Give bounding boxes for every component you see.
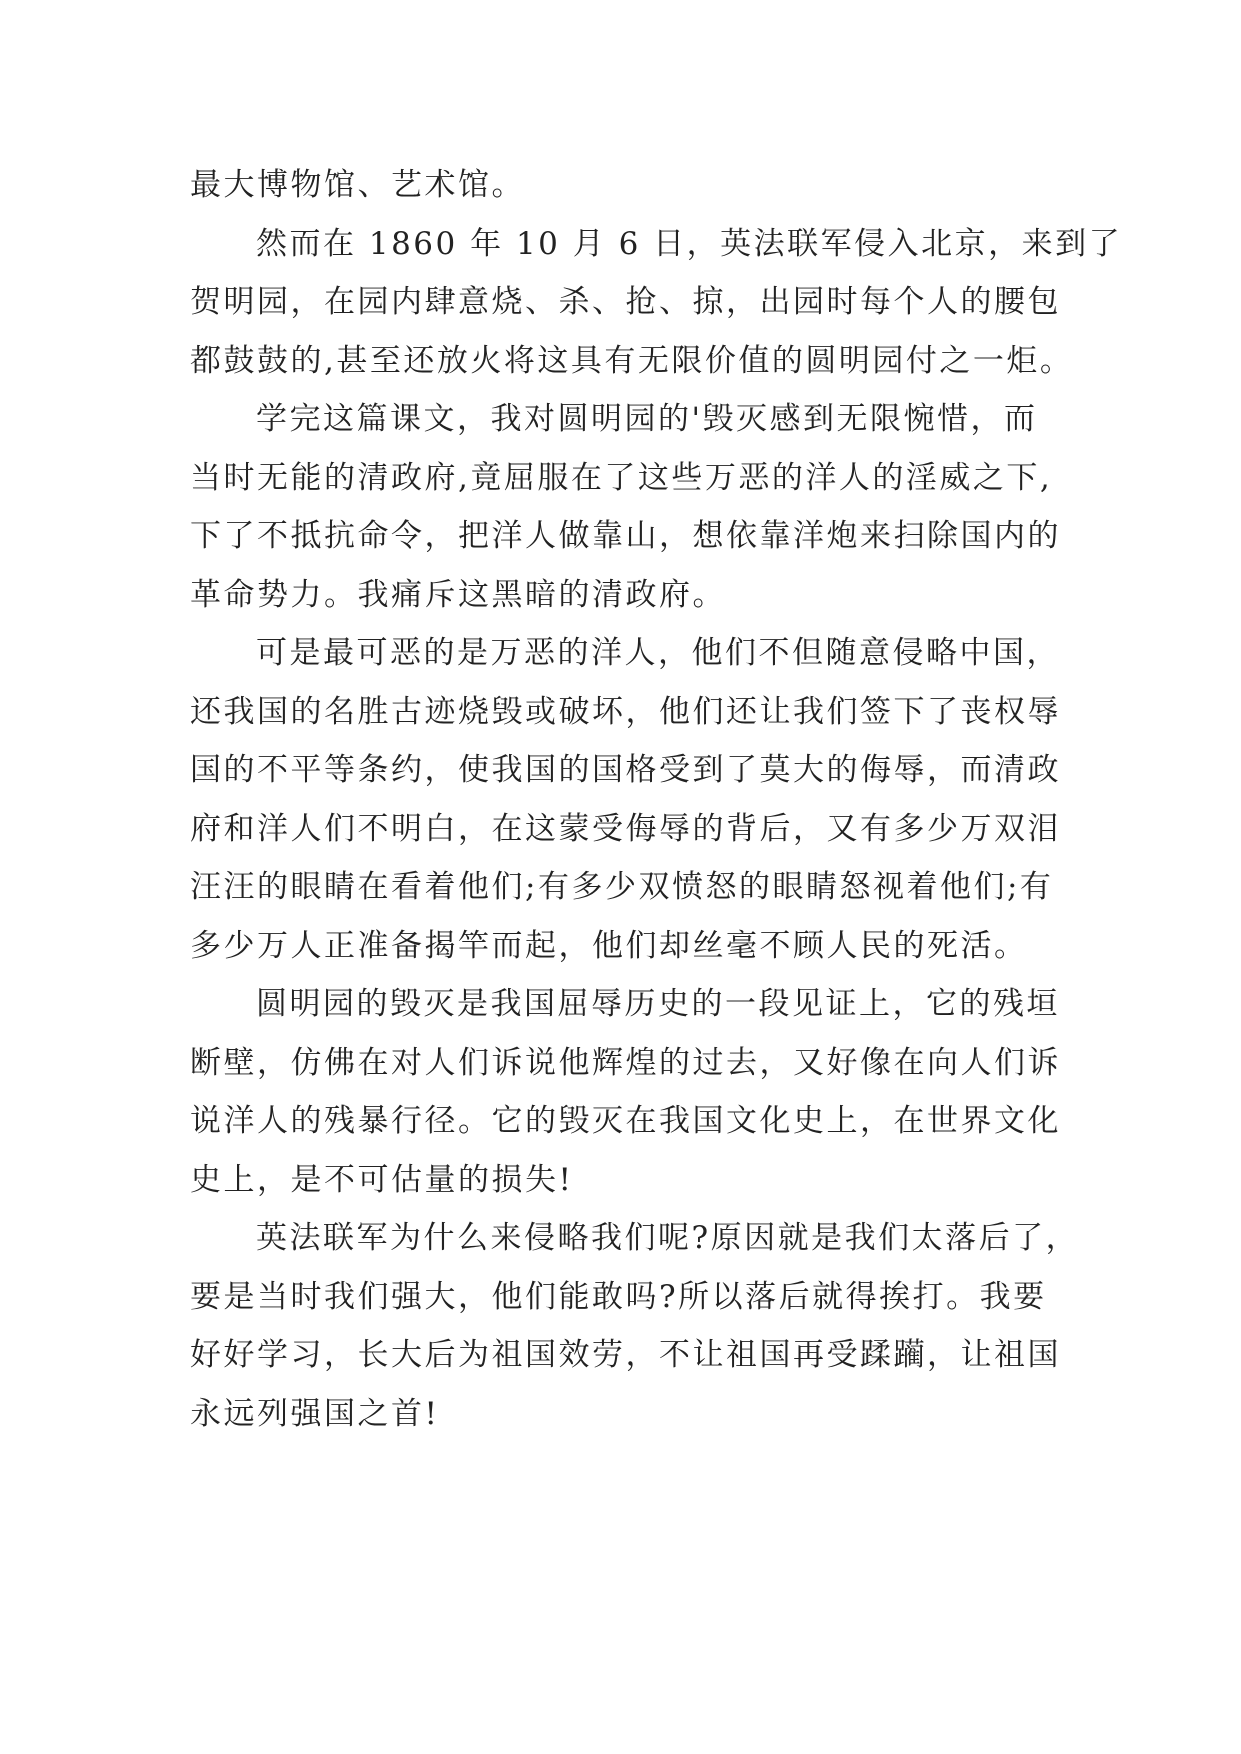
text-line: 说洋人的残暴行径。它的毁灭在我国文化史上，在世界文化 bbox=[190, 1103, 1061, 1139]
text-line: 最大博物馆、艺术馆。 bbox=[190, 167, 525, 203]
text-line: 好好学习，长大后为祖国效劳，不让祖国再受蹂躏，让祖国 bbox=[190, 1337, 1061, 1373]
text-line: 多少万人正准备揭竿而起，他们却丝毫不顾人民的死活。 bbox=[190, 927, 1028, 964]
text-line: 下了不抵抗命令，把洋人做靠山，想依靠洋炮来扫除国内的 bbox=[190, 518, 1061, 554]
text-line: 然而在 1860 年 10 月 6 日，英法联军侵入北京，来到了 bbox=[256, 225, 1123, 262]
text-line: 英法联军为什么来侵略我们呢?原因就是我们太落后了， bbox=[256, 1220, 1080, 1256]
text-line: 要是当时我们强大，他们能敢吗?所以落后就得挨打。我要 bbox=[190, 1278, 1047, 1315]
text-line: 学完这篇课文，我对圆明园的'毁灭感到无限惋惜，而 bbox=[256, 401, 1038, 437]
text-line: 当时无能的清政府,竟屈服在了这些万恶的洋人的淫威之下, bbox=[190, 459, 1053, 496]
text-line: 永远列强国之首! bbox=[190, 1395, 440, 1432]
paragraph bbox=[190, 156, 1060, 215]
text-line: 都鼓鼓的,甚至还放火将这具有无限价值的圆明园付之一炬。 bbox=[190, 342, 1074, 379]
text-line: 府和洋人们不明白，在这蒙受侮辱的背后，又有多少万双泪 bbox=[190, 810, 1061, 847]
text-line: 圆明园的毁灭是我国屈辱历史的一段见证上，它的残垣 bbox=[256, 986, 1060, 1022]
text-line: 贺明园，在园内肆意烧、杀、抢、掠，出园时每个人的腰包 bbox=[190, 284, 1061, 320]
text-line: 可是最可恶的是万恶的洋人，他们不但随意侵略中国， bbox=[256, 635, 1060, 671]
paragraph bbox=[190, 390, 1060, 624]
text-line: 革命势力。我痛斥这黑暗的清政府。 bbox=[190, 576, 726, 613]
text-line: 史上，是不可估量的损失! bbox=[190, 1161, 574, 1198]
paragraph bbox=[190, 624, 1060, 975]
text-line: 还我国的名胜古迹烧毁或破坏，他们还让我们签下了丧权辱 bbox=[190, 693, 1061, 730]
document-body bbox=[190, 156, 1123, 1443]
paragraph bbox=[190, 215, 1123, 391]
text-line: 汪汪的眼睛在看着他们;有多少双愤怒的眼睛怒视着他们;有 bbox=[190, 869, 1054, 905]
paragraph bbox=[190, 975, 1060, 1209]
paragraph bbox=[190, 1209, 1080, 1443]
text-line: 国的不平等条约，使我国的国格受到了莫大的侮辱，而清政 bbox=[190, 752, 1061, 788]
text-line: 断壁，仿佛在对人们诉说他辉煌的过去，又好像在向人们诉 bbox=[190, 1044, 1061, 1081]
